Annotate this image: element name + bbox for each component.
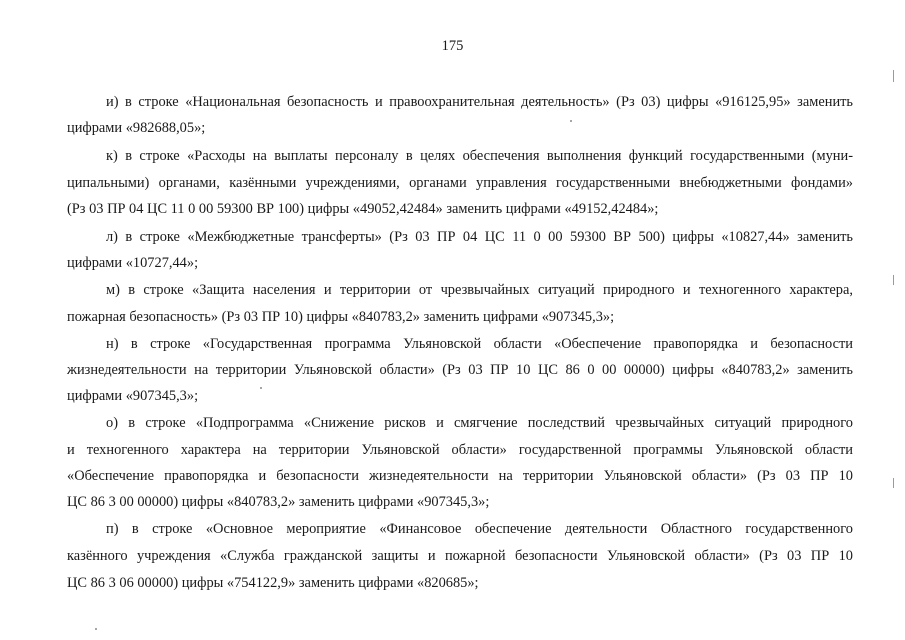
text-line: казённого учреждения «Служба гражданской защиты и пожарной безопасности Ульяновской области» (Рз 03 ПР 10 <box>67 548 853 564</box>
text-line: н) в строке «Государственная программа Ульяновской области «Обеспечение правопорядка и безопасности <box>106 336 853 352</box>
text-line: к) в строке «Расходы на выплаты персоналу в целях обеспечения выполнения функций государственными (муни- <box>106 148 853 164</box>
scan-edge-mark <box>893 70 894 82</box>
text-line: пожарная безопасность» (Рз 03 ПР 10) цифры «840783,2» заменить цифрами «907345,3»; <box>67 309 615 325</box>
text-line: и техногенного характера на территории Ульяновской области» государственной программы Ульяновской области <box>67 442 853 458</box>
text-line: м) в строке «Защита населения и территории от чрезвычайных ситуаций природного и техногенного характера, <box>106 282 853 298</box>
scan-edge-mark <box>893 275 894 285</box>
scan-speck <box>260 387 262 389</box>
text-line: о) в строке «Подпрограмма «Снижение рисков и смягчение последствий чрезвычайных ситуаций природного <box>106 415 853 431</box>
page-number: 175 <box>441 38 464 54</box>
text-line: и) в строке «Национальная безопасность и правоохранительная деятельность» (Рз 03) цифры «916125,95» заменить <box>106 94 853 110</box>
text-line: цифрами «982688,05»; <box>67 120 206 136</box>
text-line: ЦС 86 3 06 00000) цифры «754122,9» заменить цифрами «820685»; <box>67 575 479 591</box>
text-line: л) в строке «Межбюджетные трансферты» (Рз 03 ПР 04 ЦС 11 0 00 59300 ВР 500) цифры «10827,44» заменить <box>106 229 853 245</box>
text-line: жизнедеятельности на территории Ульяновской области» (Рз 03 ПР 10 ЦС 86 0 00 00000) цифры «840783,2» заменить <box>67 362 853 378</box>
text-line: «Обеспечение правопорядка и безопасности жизнедеятельности на территории Ульяновской области» (Рз 03 ПР 10 <box>67 468 853 484</box>
text-line: (Рз 03 ПР 04 ЦС 11 0 00 59300 ВР 100) цифры «49052,42484» заменить цифрами «49152,42484»; <box>67 201 659 217</box>
scan-speck <box>95 628 97 630</box>
text-line: п) в строке «Основное мероприятие «Финансовое обеспечение деятельности Областного государственного <box>106 521 853 537</box>
text-line: ципальными) органами, казёнными учреждениями, органами управления государственными внебюджетными фондами» <box>67 175 853 191</box>
scan-edge-mark <box>893 478 894 488</box>
scan-speck <box>570 120 572 122</box>
text-line: цифрами «10727,44»; <box>67 255 199 271</box>
text-line: цифрами «907345,3»; <box>67 388 199 404</box>
text-line: ЦС 86 3 00 00000) цифры «840783,2» заменить цифрами «907345,3»; <box>67 494 490 510</box>
